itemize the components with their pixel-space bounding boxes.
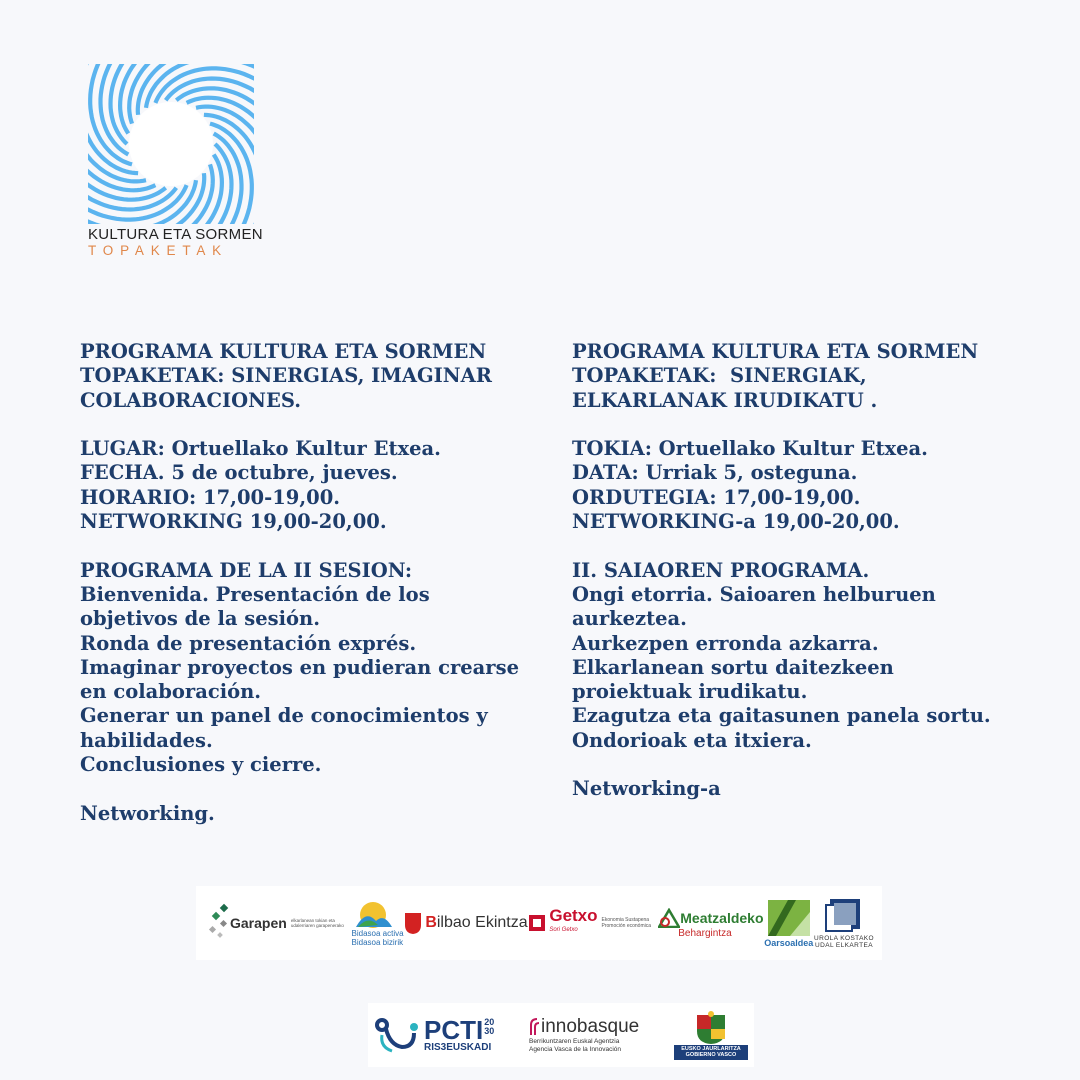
text-line: II. SAIAOREN PROGRAMA. xyxy=(572,558,870,582)
oarsoaldea-logo xyxy=(764,898,813,948)
text-line: ELKARLANAK IRUDIKATU . xyxy=(572,388,878,412)
innobasque-sub1: Berrikuntzaren Euskal Agentzia xyxy=(528,1038,620,1045)
program-title-es xyxy=(80,340,550,413)
meatzaldeko-name: Meatzaldeko xyxy=(680,909,764,926)
innobasque-arc-icon xyxy=(529,1017,541,1037)
text-line: Elkarlanean sortu daitezkeen xyxy=(572,655,894,679)
text-line: aurkeztea. xyxy=(572,607,687,631)
pcti-name: PCTI xyxy=(424,1014,484,1045)
event-logo xyxy=(88,64,263,258)
text-line: Ronda de presentación exprés. xyxy=(80,631,417,655)
pcti-connector-icon xyxy=(374,1015,420,1055)
urola-line2: UDAL ELKARTEA xyxy=(815,942,873,949)
getxo-logo xyxy=(528,906,657,937)
innobasque-sub2: Agencia Vasca de la Innovación xyxy=(528,1046,622,1053)
text-line: PROGRAMA KULTURA ETA SORMEN xyxy=(572,340,979,363)
event-info-es xyxy=(80,437,550,534)
garapen-logo xyxy=(204,903,351,943)
text-line: TOPAKETAK: SINERGIAK, xyxy=(572,364,867,388)
gobierno-vasco-logo xyxy=(674,1011,748,1060)
oarsoaldea-name: Oarsoaldea xyxy=(764,938,814,948)
bidasoa-activa-logo xyxy=(352,899,404,947)
text-line: proiektuak irudikatu. xyxy=(572,680,808,704)
text-line: Bienvenida. Presentación de los xyxy=(80,582,430,606)
text-line: en colaboración. xyxy=(80,680,262,704)
text-line: Ondorioak eta itxiera. xyxy=(572,728,812,752)
logo-title: KULTURA ETA SORMEN xyxy=(88,226,263,243)
bidasoa-hills-icon xyxy=(352,899,394,929)
pcti-year-bottom: 30 xyxy=(484,1025,495,1036)
garapen-name: Garapen xyxy=(230,915,287,931)
text-line: PROGRAMA DE LA II SESION: xyxy=(80,558,413,582)
bidasoa-line2: Bidasoa bizirik xyxy=(351,938,404,947)
text-line: TOKIA: Ortuellako Kultur Etxea. xyxy=(572,437,928,461)
meatzaldeko-subtitle: Behargintza xyxy=(678,927,732,939)
coat-of-arms-icon xyxy=(691,1011,731,1045)
bidasoa-line1: Bidasoa activa xyxy=(351,929,404,938)
getxo-square-icon xyxy=(528,914,546,932)
networking-eu: Networking-a xyxy=(572,777,721,801)
session-program-eu xyxy=(572,559,1042,753)
urola-kosta-logo xyxy=(814,897,874,950)
session-program-es xyxy=(80,559,550,778)
bilbao-shield-icon xyxy=(404,911,422,935)
urola-squares-icon xyxy=(824,897,864,935)
bilbao-rest: ilbao xyxy=(436,914,471,931)
garapen-tagline: elkarlanean tokian eta udalerriaren garapenerako xyxy=(290,918,344,928)
networking-es: Networking. xyxy=(80,801,215,825)
text-line: NETWORKING 19,00-20,00. xyxy=(80,510,387,534)
meatzaldeko-logo xyxy=(658,908,763,939)
bilbao-b: B xyxy=(425,914,437,931)
gobierno-line1: EUSKO JAURLARITZA xyxy=(681,1045,741,1052)
program-title-eu xyxy=(572,340,1042,413)
pcti-subtitle: RIS3EUSKADI xyxy=(424,1041,492,1053)
text-line: Aurkezpen erronda azkarra. xyxy=(572,631,879,655)
text-line: FECHA. 5 de octubre, jueves. xyxy=(80,461,398,485)
urola-line1: UROLA KOSTAKO xyxy=(814,934,874,942)
text-line: Conclusiones y cierre. xyxy=(80,753,322,777)
getxo-name: Getxo xyxy=(549,906,598,925)
text-line: TOPAKETAK: SINERGIAS, IMAGINAR xyxy=(80,364,492,388)
garapen-dots-icon xyxy=(204,903,230,943)
logo-subtitle: TOPAKETAK xyxy=(88,243,228,258)
sponsor-logos-row-1 xyxy=(196,886,882,960)
sponsor-logos-row-2 xyxy=(368,1003,754,1067)
text-line: LUGAR: Ortuellako Kultur Etxea. xyxy=(80,437,441,461)
bilbao-ekintza: Ekintza xyxy=(475,914,528,931)
getxo-subtitle: Ekonomia Sustapena Promoción económica xyxy=(601,917,651,929)
text-line: objetivos de la sesión. xyxy=(80,607,321,631)
oarsoaldea-shapes-icon xyxy=(766,898,812,938)
text-line: NETWORKING-a 19,00-20,00. xyxy=(572,510,900,534)
innobasque-name: innobasque xyxy=(540,1016,640,1037)
text-line: Ongi etorria. Saioaren helburuen xyxy=(572,582,936,606)
text-line: HORARIO: 17,00-19,00. xyxy=(80,485,341,509)
text-line: ORDUTEGIA: 17,00-19,00. xyxy=(572,485,861,509)
meatzaldeko-mountain-icon xyxy=(658,908,680,928)
text-line: DATA: Urriak 5, osteguna. xyxy=(572,461,858,485)
gobierno-line2: GOBIERNO VASCO xyxy=(685,1052,737,1058)
text-line: habilidades. xyxy=(80,728,213,752)
bilbao-ekintza-logo xyxy=(404,911,527,935)
swirl-logo-icon xyxy=(88,64,254,224)
swirl-center xyxy=(129,102,213,186)
program-basque xyxy=(572,340,1042,802)
text-line: Imaginar proyectos en pudieran crearse xyxy=(80,655,519,679)
program-spanish xyxy=(80,340,550,826)
text-line: Ezagutza eta gaitasunen panela sortu. xyxy=(572,704,991,728)
event-info-eu xyxy=(572,437,1042,534)
getxo-tag: Sori Getxo xyxy=(549,927,578,933)
text-line: Generar un panel de conocimientos y xyxy=(80,704,488,728)
text-line: PROGRAMA KULTURA ETA SORMEN xyxy=(80,340,487,363)
pcti-logo xyxy=(374,1015,494,1055)
innobasque-logo xyxy=(529,1016,639,1054)
text-line: COLABORACIONES. xyxy=(80,388,302,412)
pcti-year-top: 20 xyxy=(484,1016,495,1027)
